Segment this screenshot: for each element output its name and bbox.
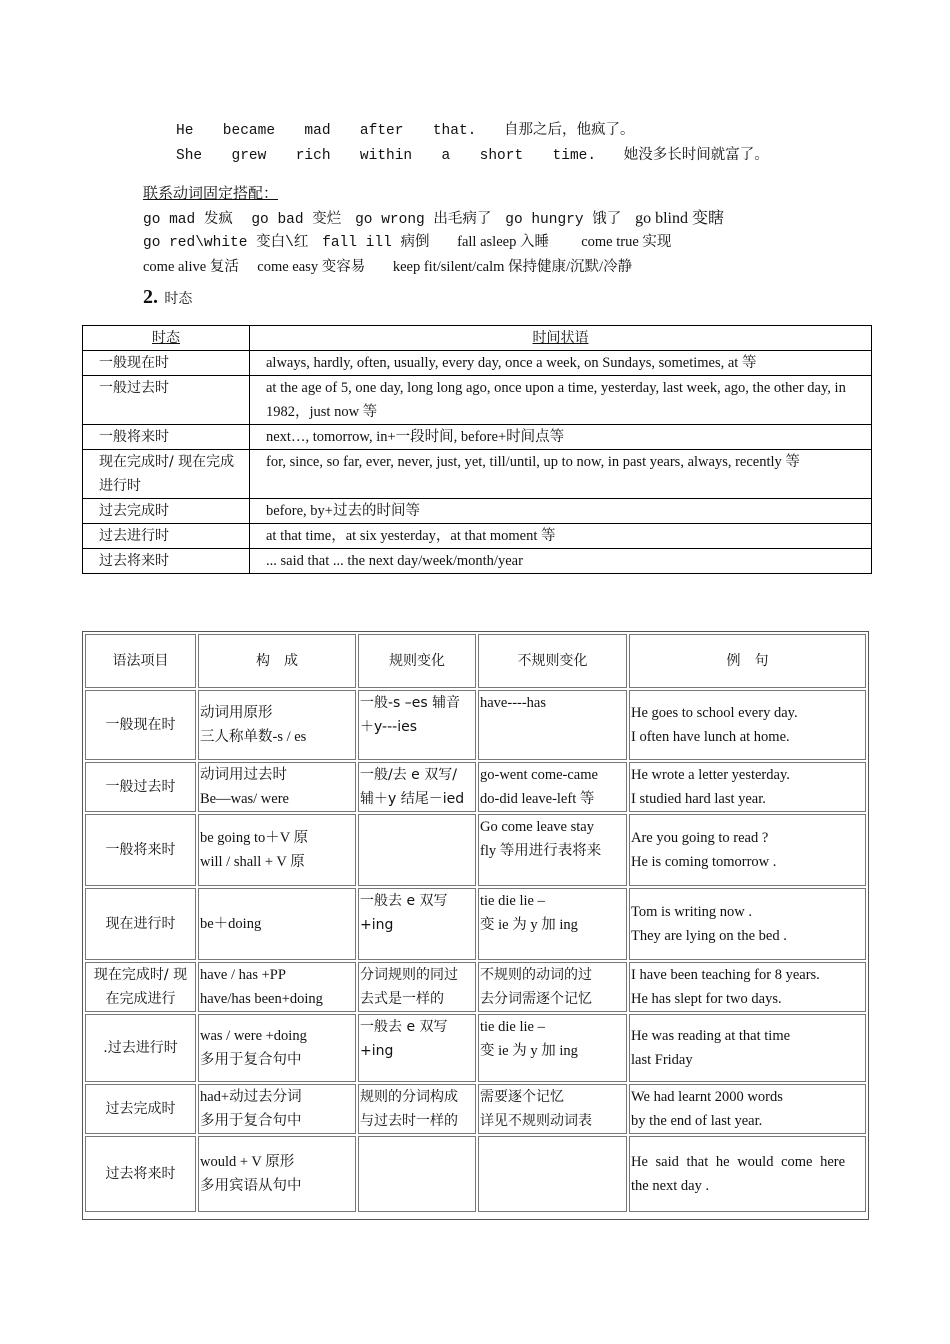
irregular-cell bbox=[478, 814, 627, 886]
example-cell bbox=[629, 1014, 866, 1082]
example-line: I often have lunch at home. bbox=[631, 729, 790, 745]
form-line: have/has been+doing bbox=[200, 991, 323, 1007]
example-line-1 bbox=[176, 118, 635, 139]
regular-line: +ing bbox=[360, 917, 394, 933]
form-line: 多用宾语从句中 bbox=[200, 1178, 302, 1194]
example-cell bbox=[629, 814, 866, 886]
form-cell bbox=[198, 762, 356, 812]
header-regular: 规则变化 bbox=[358, 634, 476, 688]
example-zh: 自那之后，他疯了。 bbox=[504, 122, 635, 138]
table-header-row bbox=[85, 634, 866, 688]
regular-line: 去式是一样的 bbox=[360, 991, 444, 1007]
example-line: I have been teaching for 8 years. bbox=[631, 967, 820, 983]
form-cell bbox=[198, 1084, 356, 1134]
collocation: go blind 变瞎 bbox=[635, 210, 724, 227]
table-row bbox=[83, 351, 872, 376]
table-row bbox=[85, 814, 866, 886]
collocation: go mad 发疯 bbox=[143, 212, 233, 228]
item-cell: 一般将来时 bbox=[85, 814, 196, 886]
table-header-row bbox=[83, 326, 872, 351]
regular-line: 一般去 e 双写 bbox=[360, 893, 448, 909]
form-cell bbox=[198, 962, 356, 1012]
adverbial-cell: ... said that ... the next day/week/month/year bbox=[250, 549, 872, 574]
irregular-line: go-went come-came bbox=[480, 767, 598, 783]
example-cell bbox=[629, 762, 866, 812]
regular-cell bbox=[358, 690, 476, 760]
tense-adverbial-table bbox=[82, 325, 872, 574]
irregular-cell bbox=[478, 1014, 627, 1082]
collocation: go red\white 变白\红 bbox=[143, 235, 309, 251]
form-line: be＋doing bbox=[200, 916, 262, 932]
adverbial-cell: at that time，at six yesterday，at that moment 等 bbox=[250, 524, 872, 549]
regular-line: +ing bbox=[360, 1043, 394, 1059]
irregular-cell bbox=[478, 1136, 627, 1212]
example-line: We had learnt 2000 words bbox=[631, 1089, 783, 1105]
irregular-line: 变 ie 为 y 加 ing bbox=[480, 917, 578, 933]
irregular-line: 需要逐个记忆 bbox=[480, 1089, 564, 1105]
grammar-table bbox=[83, 632, 868, 1214]
table-row bbox=[85, 1014, 866, 1082]
regular-line: 规则的分词构成 bbox=[360, 1089, 458, 1105]
table-row bbox=[83, 499, 872, 524]
irregular-cell bbox=[478, 762, 627, 812]
table-row bbox=[85, 962, 866, 1012]
header-item: 语法项目 bbox=[85, 634, 196, 688]
item-cell: 过去将来时 bbox=[85, 1136, 196, 1212]
form-cell bbox=[198, 888, 356, 960]
example-line: Are you going to read ? bbox=[631, 830, 769, 846]
example-line: He has slept for two days. bbox=[631, 991, 782, 1007]
form-line: was / were +doing bbox=[200, 1028, 307, 1044]
irregular-line: tie die lie – bbox=[480, 893, 545, 909]
regular-line: 一般-s –es 辅音 bbox=[360, 695, 461, 711]
table-row bbox=[85, 1136, 866, 1212]
header-example: 例 句 bbox=[629, 634, 866, 688]
regular-cell bbox=[358, 888, 476, 960]
example-line: the next day . bbox=[631, 1178, 710, 1194]
collocation: fall ill 病倒 bbox=[322, 235, 430, 251]
collocation-line-2 bbox=[143, 230, 671, 251]
header-tense: 时态 bbox=[83, 326, 250, 351]
form-cell bbox=[198, 1014, 356, 1082]
item-cell: .过去进行时 bbox=[85, 1014, 196, 1082]
example-zh: 她没多长时间就富了。 bbox=[623, 147, 769, 163]
tense-cell: 过去进行时 bbox=[83, 524, 250, 549]
collocation: go hungry 饿了 bbox=[505, 212, 622, 228]
regular-cell bbox=[358, 962, 476, 1012]
header-irregular: 不规则变化 bbox=[478, 634, 627, 688]
example-line-2 bbox=[176, 143, 769, 164]
section-number: 2. bbox=[143, 286, 158, 308]
tense-cell: 现在完成时/ 现在完成进行时 bbox=[83, 450, 250, 499]
collocation-line-3 bbox=[143, 255, 632, 276]
grammar-table-frame bbox=[82, 631, 869, 1220]
collocation-heading: 联系动词固定搭配： bbox=[143, 184, 279, 202]
regular-line: 一般/去 e 双写/ bbox=[360, 767, 457, 783]
table-row bbox=[85, 1084, 866, 1134]
example-line: I studied hard last year. bbox=[631, 791, 766, 807]
collocation: go bad 变烂 bbox=[251, 212, 342, 228]
irregular-cell bbox=[478, 690, 627, 760]
collocation: keep fit/silent/calm 保持健康/沉默/冷静 bbox=[392, 259, 633, 275]
example-en: She grew rich within a short time. bbox=[176, 148, 597, 164]
header-form: 构 成 bbox=[198, 634, 356, 688]
adverbial-cell: before, by+过去的时间等 bbox=[250, 499, 872, 524]
example-line: They are lying on the bed . bbox=[631, 928, 787, 944]
form-line: had+动过去分词 bbox=[200, 1089, 302, 1105]
header-adverbial: 时间状语 bbox=[250, 326, 872, 351]
regular-cell bbox=[358, 1084, 476, 1134]
adverbial-cell: for, since, so far, ever, never, just, yet, till/until, up to now, in past years, always, recently 等 bbox=[250, 450, 872, 499]
form-line: would + V 原形 bbox=[200, 1154, 295, 1170]
collocation: come alive 复活 bbox=[143, 259, 239, 275]
regular-cell bbox=[358, 762, 476, 812]
irregular-line: Go come leave stay bbox=[480, 819, 594, 835]
tense-cell: 过去完成时 bbox=[83, 499, 250, 524]
example-en: He became mad after that. bbox=[176, 123, 477, 139]
form-line: 动词用过去时 bbox=[200, 767, 287, 783]
form-line: will / shall + V 原 bbox=[200, 854, 305, 870]
collocation: fall asleep 入睡 bbox=[457, 234, 549, 250]
irregular-line: 去分词需逐个记忆 bbox=[480, 991, 592, 1007]
table-row bbox=[83, 425, 872, 450]
form-line: have / has +PP bbox=[200, 967, 286, 983]
regular-cell bbox=[358, 814, 476, 886]
example-cell bbox=[629, 690, 866, 760]
adverbial-cell: always, hardly, often, usually, every day, once a week, on Sundays, sometimes, at 等 bbox=[250, 351, 872, 376]
example-cell bbox=[629, 1084, 866, 1134]
form-line: 多用于复合句中 bbox=[200, 1052, 302, 1068]
example-line: He wrote a letter yesterday. bbox=[631, 767, 790, 783]
section-heading bbox=[143, 284, 192, 309]
tense-cell: 一般将来时 bbox=[83, 425, 250, 450]
form-line: 动词用原形 bbox=[200, 705, 273, 721]
regular-line: 辅＋y 结尾－ied bbox=[360, 791, 465, 807]
example-cell bbox=[629, 962, 866, 1012]
regular-line: 分词规则的同过 bbox=[360, 967, 458, 983]
table-row bbox=[83, 524, 872, 549]
irregular-cell bbox=[478, 888, 627, 960]
section-title: 时态 bbox=[164, 291, 193, 307]
form-line: be going to＋V 原 bbox=[200, 830, 309, 846]
adverbial-cell: next…, tomorrow, in+一段时间, before+时间点等 bbox=[250, 425, 872, 450]
tense-cell: 过去将来时 bbox=[83, 549, 250, 574]
item-cell: 现在完成时/ 现在完成进行 bbox=[85, 962, 196, 1012]
table-row bbox=[83, 450, 872, 499]
irregular-line: 详见不规则动词表 bbox=[480, 1113, 592, 1129]
irregular-line: 不规则的动词的过 bbox=[480, 967, 592, 983]
irregular-line: fly 等用进行表将来 bbox=[480, 843, 602, 859]
table-row bbox=[85, 762, 866, 812]
adverbial-cell: at the age of 5, one day, long long ago, once upon a time, yesterday, last week, ago, the other day, in 1982，just now 等 bbox=[250, 376, 872, 425]
example-line: He was reading at that time bbox=[631, 1028, 791, 1044]
form-cell bbox=[198, 690, 356, 760]
regular-line: ＋y---ies bbox=[360, 719, 417, 735]
table-row bbox=[83, 376, 872, 425]
example-line: last Friday bbox=[631, 1052, 693, 1068]
irregular-line: 变 ie 为 y 加 ing bbox=[480, 1043, 578, 1059]
example-line: He said that he would come here bbox=[631, 1154, 846, 1170]
irregular-cell bbox=[478, 962, 627, 1012]
collocation: go wrong 出毛病了 bbox=[355, 212, 492, 228]
item-cell: 一般现在时 bbox=[85, 690, 196, 760]
form-line: 三人称单数-s / es bbox=[200, 729, 307, 745]
form-cell bbox=[198, 1136, 356, 1212]
regular-cell bbox=[358, 1136, 476, 1212]
regular-line: 一般去 e 双写 bbox=[360, 1019, 448, 1035]
irregular-line: have----has bbox=[480, 695, 547, 711]
regular-line: 与过去时一样的 bbox=[360, 1113, 458, 1129]
example-line: by the end of last year. bbox=[631, 1113, 763, 1129]
regular-cell bbox=[358, 1014, 476, 1082]
item-cell: 现在进行时 bbox=[85, 888, 196, 960]
collocation: come true 实现 bbox=[581, 234, 672, 250]
form-cell bbox=[198, 814, 356, 886]
table-row bbox=[85, 690, 866, 760]
example-line: He is coming tomorrow . bbox=[631, 854, 777, 870]
example-line: He goes to school every day. bbox=[631, 705, 798, 721]
irregular-cell bbox=[478, 1084, 627, 1134]
irregular-line: do-did leave-left 等 bbox=[480, 791, 595, 807]
example-cell bbox=[629, 888, 866, 960]
table-row bbox=[85, 888, 866, 960]
irregular-line: tie die lie – bbox=[480, 1019, 545, 1035]
tense-cell: 一般过去时 bbox=[83, 376, 250, 425]
collocation: come easy 变容易 bbox=[257, 259, 366, 275]
example-cell bbox=[629, 1136, 866, 1212]
item-cell: 过去完成时 bbox=[85, 1084, 196, 1134]
tense-cell: 一般现在时 bbox=[83, 351, 250, 376]
form-line: 多用于复合句中 bbox=[200, 1113, 302, 1129]
table-row bbox=[83, 549, 872, 574]
item-cell: 一般过去时 bbox=[85, 762, 196, 812]
form-line: Be—was/ were bbox=[200, 791, 289, 807]
example-line: Tom is writing now . bbox=[631, 904, 753, 920]
collocation-line-1 bbox=[143, 205, 724, 228]
